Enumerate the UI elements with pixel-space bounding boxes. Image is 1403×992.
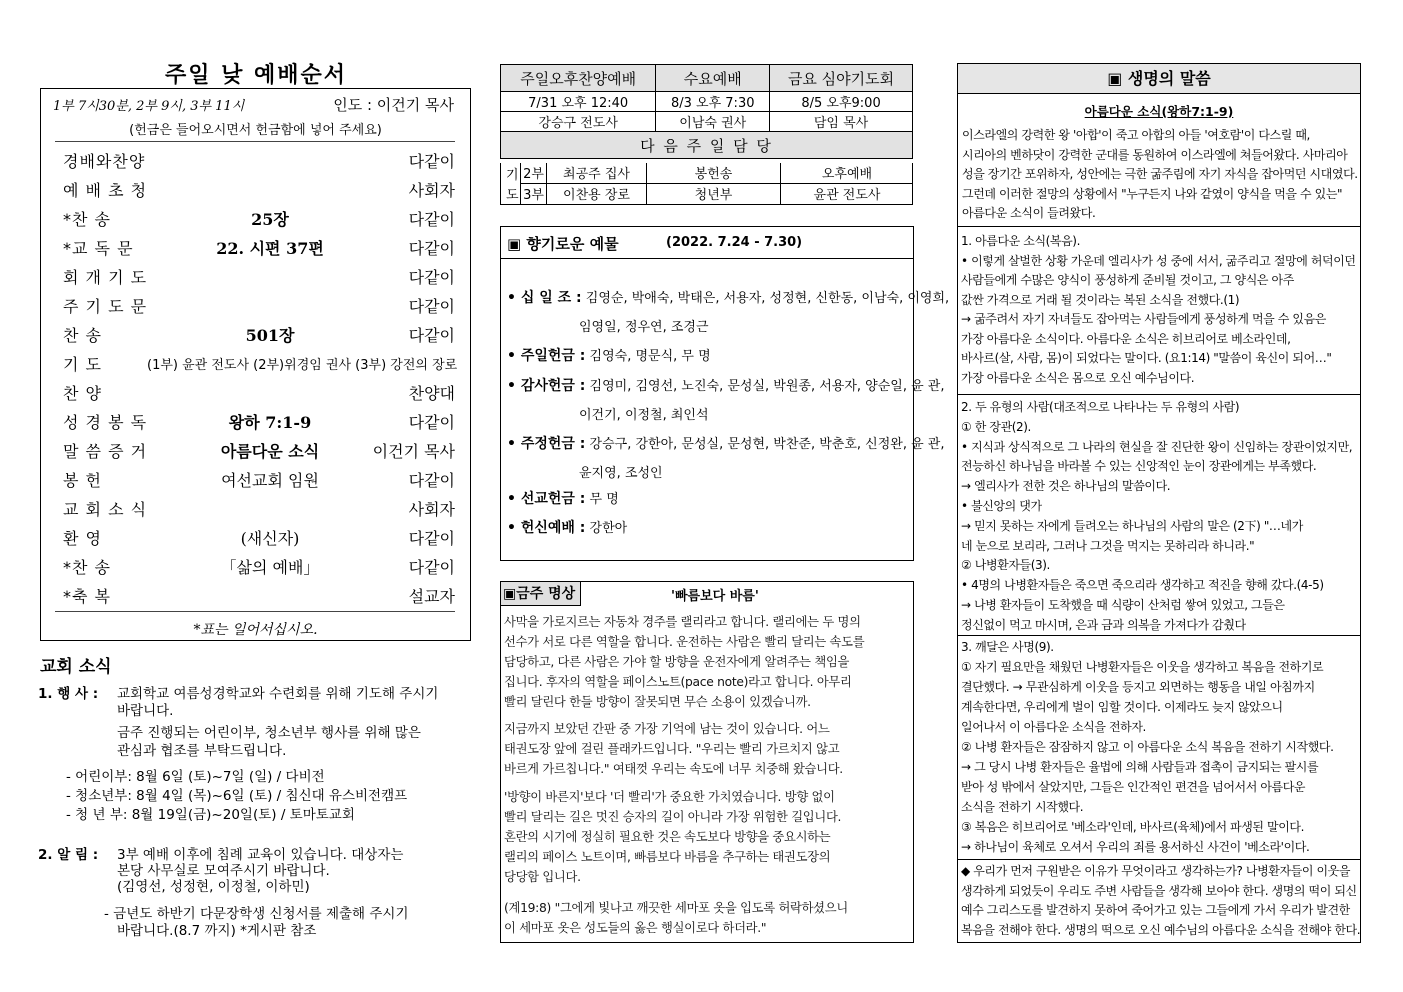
word-line: → 나병 환자들이 도착했을 때 식량이 산처럼 쌓여 있었고, 그들은 [961,598,1285,612]
news-item1-text4: 관심과 협조를 부탁드립니다. [117,743,287,759]
meditation-paragraph-2 [504,719,912,779]
meditation-line: 담당하고, 다른 사람은 가야 할 방향을 운전자에게 알려주는 책임을 [504,655,850,669]
schedule-header-friday: 금요 심야기도회 [770,65,913,92]
order-who: 다같이 [408,239,455,258]
meditation-line: 선수가 서로 다른 역할을 합니다. 운전하는 사람은 빨리 달리는 속도를 [504,635,865,649]
meditation-line: 지금까지 보았던 간판 중 가장 기억에 남는 것이 있습니다. 어느 [504,722,830,736]
order-row [55,464,455,493]
order-item: 회 개 기 도 [63,268,148,287]
meditation-line: '방향이 바른지'보다 '더 빨리'가 중요한 가치였습니다. 방향 없이 [504,790,835,804]
order-item: 찬 양 [63,384,102,403]
order-content: (새신자) [240,529,300,548]
news-item2-sub1: - 금년도 하반기 다문장학생 신청서를 제출해 주시기 [104,906,409,922]
order-row [55,493,455,522]
meditation-line: 혼란의 시기에 정실히 필요한 것은 속도보다 방향을 중요시하는 [504,830,831,844]
order-who: 다같이 [408,413,455,432]
order-content: 22. 시편 37편 [216,239,324,258]
afternoon-service-leader: 윤관 전도사 [813,188,881,203]
news-item1-sub2: - 청소년부: 8월 4일 (목)~6일 (토) / 침신대 유스비전캠프 [66,788,408,804]
schedule-person: 이남숙 권사 [656,112,770,132]
word-line: ① 자기 필요만을 채웠던 나병환자들은 이웃을 생각하고 복음을 전하기로 [961,660,1324,674]
order-item: *찬 송 [63,558,111,577]
order-who: 찬양대 [408,384,455,403]
sunday-offering-names: 김영숙, 명문식, 무 명 [589,349,711,364]
devotion-offering-names: 강한아 [589,521,628,536]
weekly-offering-names: 강승구, 강한아, 문성실, 문성현, 박찬준, 박춘호, 신정완, 윤 관, [589,437,945,452]
order-content: 여선교회 임원 [221,471,319,490]
news-item1-sub3: - 청 년 부: 8월 19일(금)~20일(토) / 토마토교회 [66,807,355,823]
meditation-line: 바르게 가르칩니다." 여태껏 우리는 속도에 너무 치중해 왔습니다. [504,762,843,776]
order-who: 다같이 [408,152,455,171]
word-line: • 지식과 상식적으로 그 나라의 현실을 잘 진단한 왕이 신임하는 장관이었지만, [961,439,1353,454]
news-item1-label: 1. 행 사 : [38,686,99,702]
word-line: 3. 깨달은 사명(9). [961,640,1054,654]
word-line: 사람들에게 수많은 양식이 풍성하게 준비될 것이고, 그 양식은 아주 [961,273,1294,287]
meditation-line: 이 세마포 옷은 성도들의 옳은 행실이로다 하더라." [504,921,767,935]
meditation-line: (계19:8) "그에게 빛나고 깨끗한 세마포 옷을 입도록 허락하셨으니 [504,901,848,915]
order-row [55,319,455,348]
afternoon-service-label: 오후예배 [821,167,873,182]
order-who: 다같이 [408,529,455,548]
meditation-line: 집니다. 후자의 역할을 페이스노트(pace note)라고 합니다. 아무리 [504,675,852,689]
order-row [55,203,455,232]
thanks-offering-label: • 감사헌금 : [507,378,586,394]
word-line: 일어나서 이 아름다운 소식을 전하자. [961,720,1146,734]
order-content: 아름다운 소식 [220,442,320,461]
meditation-paragraph-1 [504,612,912,712]
meditation-paragraph-3 [504,787,912,887]
order-who: 다같이 [408,558,455,577]
worship-leader: 인도 : 이건기 목사 [333,96,454,114]
devotion-offering-label: • 헌신예배 : [507,520,586,536]
order-content: 「삶의 예배」 [220,558,320,577]
order-row [55,261,455,290]
word-line: 네 눈으로 보리라, 그러나 그것을 먹지는 못하리라 하니라." [961,538,1255,553]
order-item: 기 도 [63,355,102,374]
offering-period: (2022. 7.24 - 7.30) [666,235,803,250]
word-line: ② 나병 환자들은 잠잠하지 않고 이 아름다운 소식 복음을 전하기 시작했다. [961,740,1334,754]
schedule-table [500,64,913,159]
news-item2-sub2: 바랍니다.(8.7 까지) *게시판 참조 [117,923,317,939]
thanks-offering-names: 김영미, 김영선, 노진숙, 문성실, 박원종, 서용자, 양순일, 윤 관, [589,379,945,394]
order-item: 말 씀 증 거 [63,442,148,461]
offering-title: ▣ 향기로운 예물 [507,235,619,253]
order-content: 501장 [245,326,295,345]
weekly-offering-label: • 주정헌금 : [507,436,586,452]
meditation-line: 태권도장 앞에 걸린 플래카드입니다. "우리는 빨리 가르치지 않고 [504,742,840,756]
schedule-header-wednesday: 수요예배 [656,65,770,92]
word-line: • 이렇게 살벌한 상황 가운데 엘리사가 성 중에 서서, 굶주리고 절망에 허덕이던 [961,253,1356,268]
thanks-offering-names-cont: 이건기, 이정철, 최인석 [579,408,709,423]
schedule-time: 8/3 오후 7:30 [656,92,770,112]
word-line: • 4명의 나병환자들은 죽으면 죽으리라 생각하고 적진을 향해 갔다.(4-5) [961,578,1324,593]
meditation-line: 당당함 입니다. [504,870,581,884]
order-row [55,290,455,319]
meditation-label: ▣금주 명상 [501,582,581,606]
order-content: 25장 [251,210,289,229]
sunday-offering-label: • 주일헌금 : [507,348,586,364]
news-item1-text1: 교회학교 여름성경학교와 수련회를 위해 기도해 주시기 [117,686,439,702]
part3-label: 3부 [521,184,547,204]
worship-title: 주일 낮 예배순서 [164,63,348,88]
order-who: 사회자 [408,181,455,200]
word-line: → 굶주려서 자기 자녀들도 잡아먹는 사람들에게 풍성하게 먹을 수 있음은 [961,312,1326,326]
order-item: *찬 송 [63,210,111,229]
word-line: 복음을 전해야 한다. 생명의 떡으로 오신 예수님의 아름다운 소식을 전해야 한다. [961,922,1361,937]
schedule-time: 7/31 오후 12:40 [501,92,656,112]
word-line: 전능하신 하나님을 바라볼 수 있는 신앙적인 눈이 장관에게는 부족했다. [961,459,1317,474]
word-line: → 믿지 못하는 자에게 들려오는 하나님의 사람의 말은 (2下) "…네가 [961,518,1303,533]
word-line: → 그 당시 나병 환자들은 율법에 의해 사람들과 접촉이 금지되는 팔시를 [961,760,1319,774]
offering-note: (헌금은 들어오시면서 헌금함에 넣어 주세요) [129,123,382,138]
order-item: *교 독 문 [63,239,134,258]
worship-order-box [40,88,471,641]
word-line: 그런데 이러한 절망의 상황에서 "누구든지 나와 같였이 양식을 먹을 수 있는" [962,186,1343,201]
prayer-label-gi: 기 [506,168,519,183]
offering-song-team: 청년부 [647,184,781,204]
order-row [55,551,455,580]
word-line: ① 한 장관(2). [961,419,1031,434]
news-item2-label: 2. 알 림 : [38,847,99,863]
word-line: 소식을 전하기 시작했다. [961,800,1084,814]
order-who: 설교자 [408,587,455,606]
news-item1-text3: 금주 진행되는 어린이부, 청소년부 행사를 위해 많은 [117,725,421,741]
order-row [55,377,455,406]
word-line: ③ 복음은 히브리어로 '베소라'인데, 바사르(육체)에서 파생된 말이다. [961,820,1305,834]
part2-prayer: 최공주 집사 [547,163,647,184]
weekly-offering-names-cont: 윤지영, 조성인 [579,466,663,481]
word-line: 예수 그리스도를 발견하지 못하여 죽어가고 있는 그들에게 가서 우리가 발견한 [961,903,1350,917]
news-title: 교회 소식 [40,657,112,677]
order-content: (1부) 윤관 전도사 (2부)위경임 권사 (3부) 강전의 장로 [147,358,458,373]
word-subtitle: 아름다운 소식(왕하7:1-9) [1084,104,1234,119]
order-item: *축 복 [63,587,111,606]
order-item: 예 배 초 청 [63,181,148,200]
schedule-time: 8/5 오후9:00 [770,92,913,112]
meditation-box [500,581,914,943]
meditation-line: 빨리 달린다 한들 방향이 잘못되면 무슨 소용이 있겠습니까. [504,695,811,709]
word-line: 계속한다면, 우리에게 벌이 임할 것이다. 이제라도 늦지 않았으니 [961,700,1283,714]
word-line: 가장 아름다운 소식이다. 아름다운 소식은 히브리어로 베소라인데, [961,331,1291,346]
order-who: 다같이 [408,210,455,229]
word-line: 결단했다. → 무관심하게 이웃을 등지고 외면하는 행동을 내일 아침까지 [961,680,1315,694]
meditation-verse [504,898,912,938]
part3-prayer: 이찬용 장로 [547,184,647,204]
order-row [55,435,455,464]
news-item1-sub1: - 어린이부: 8월 6일 (토)~7일 (일) / 다비전 [66,769,325,785]
meditation-line: 빨리 달리는 길은 멋진 승자의 길이 아니라 가장 위험한 길입니다. [504,810,842,824]
order-who: 사회자 [408,500,455,519]
word-line: 가장 아름다운 소식은 몸으로 오신 예수님이다. [961,370,1195,385]
order-item: 교 회 소 식 [63,500,148,519]
word-title: ▣ 생명의 말씀 [958,64,1360,94]
word-line: 정신없이 먹고 마시며, 은과 금과 의복을 가져다가 감췄다 [961,617,1246,632]
word-line: 값싼 가격으로 거래 될 것이라는 복된 소식을 전했다.(1) [961,292,1240,307]
order-content: 왕하 7:1-9 [228,413,312,432]
next-week-title: 다 음 주 일 담 당 [501,132,913,159]
order-item: 성 경 봉 독 [63,413,148,432]
order-row [55,232,455,261]
order-who: 다같이 [408,471,455,490]
meditation-line: 사막을 가로지르는 자동차 경주를 랠리라고 합니다. 랠리에는 두 명의 [504,615,861,629]
order-who: 다같이 [408,326,455,345]
order-item: 찬 송 [63,326,102,345]
word-line: ② 나병환자들(3). [961,558,1050,573]
offering-box [500,226,950,561]
order-row [55,145,455,174]
word-line: 2. 두 유형의 사람(대조적으로 나타나는 두 유형의 사람) [961,400,1240,414]
order-who: 이건기 목사 [372,442,455,461]
word-line: → 하나님이 육체로 오셔서 우리의 죄를 용서하신 사건이 '베소라'이다. [961,840,1310,854]
tithe-label: • 십 일 조 : [507,290,582,306]
order-item: 봉 헌 [63,471,102,490]
word-line: 이스라엘의 강력한 왕 '아합'이 죽고 아합의 아들 '여호람'이 다스릴 때, [962,128,1310,142]
news-item2-text3: (김영선, 성정현, 이정철, 이하민) [117,879,310,895]
tithe-names-cont: 임영일, 정우연, 조경근 [579,320,709,335]
mission-offering-names: 무 명 [589,492,619,507]
word-of-life-box [957,63,1361,943]
meditation-title: '빠름보다 바름' [671,589,759,604]
word-line: 바사르(살, 사람, 몸)이 되었다는 말이다. (요1:14) "말씀이 육신이 되어…" [961,351,1332,365]
worship-times: 1부 7시30분, 2부 9시, 3부 11시 [53,99,245,114]
mission-offering-label: • 선교헌금 : [507,491,586,507]
word-line: 1. 아름다운 소식(복음). [961,234,1080,248]
offering-song-label: 봉헌송 [647,163,781,184]
news-item2-text1: 3부 예배 이후에 침례 교육이 있습니다. 대상자는 [117,847,404,863]
news-item2-text2: 본당 사무실로 모여주시기 바랍니다. [117,863,330,879]
part2-label: 2부 [521,163,547,184]
order-who: 다같이 [408,268,455,287]
word-line: • 불신앙의 댓가 [961,499,1042,513]
news-item1-text2: 바랍니다. [117,703,174,719]
order-row [55,580,455,609]
word-line: 성을 장기간 포위하자, 성안에는 극한 굶주림에 자기 자식을 잡아먹던 시대였다. [962,167,1358,181]
order-row [55,522,455,551]
schedule-person: 강승구 전도사 [501,112,656,132]
word-line: → 엘리사가 전한 것은 하나님의 말씀이다. [961,479,1171,494]
word-line: 받아 성 밖에서 살았지만, 그들은 인간적인 편견을 넘어서서 아름다운 [961,780,1306,794]
schedule-header-afternoon: 주일오후찬양예배 [501,65,656,92]
order-row [55,406,455,435]
divider [55,611,455,612]
meditation-line: 랠리의 페이스 노트이며, 빠름보다 바름을 추구하는 태권도장의 [504,850,831,864]
order-row [55,348,458,377]
tithe-names: 김영순, 박애숙, 박태은, 서용자, 성정현, 신한동, 이남숙, 이영희, [585,291,950,306]
word-line: 아름다운 소식이 들려왔다. [962,206,1096,220]
word-line: 시리아의 벤하닷이 강력한 군대를 동원하여 이스라엘에 쳐들어왔다. 사마리아 [962,147,1348,162]
schedule-person: 담임 목사 [770,112,913,132]
order-item: 주 기 도 문 [63,297,148,316]
standing-note: *표는 일어서십시오. [193,622,318,638]
order-item: 환 영 [63,529,102,548]
divider [55,141,455,142]
next-week-grid [500,163,913,205]
word-line: ◆ 우리가 먼저 구원받은 이유가 무엇이라고 생각하는가? 나병환자들이 이웃을 [961,864,1351,878]
order-who: 다같이 [408,297,455,316]
order-item: 경배와찬양 [63,152,146,171]
order-row [55,174,455,203]
word-line: 생각하게 되었듯이 우리도 주변 사람들을 생각해 보아야 한다. 생명의 떡이 되신 [961,883,1357,898]
prayer-label-do: 도 [506,188,519,203]
